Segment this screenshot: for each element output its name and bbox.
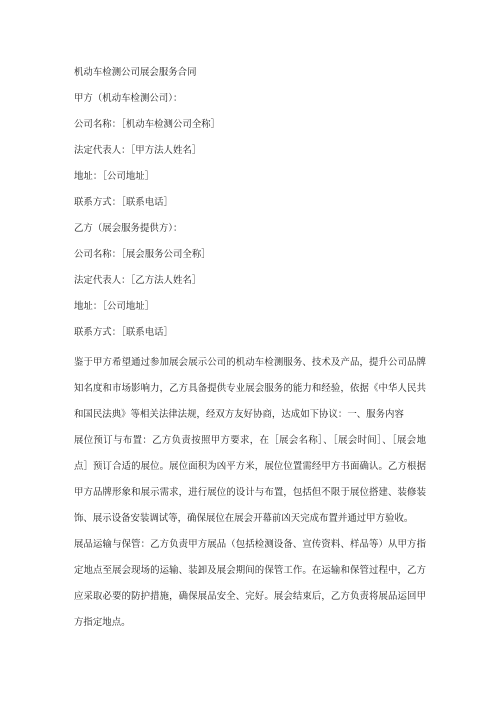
contract-body (74, 64, 426, 636)
clause-booth-paragraph: 展位预订与布置：乙方负责按照甲方要求，在［展会名称］、［展会时间］、［展会地点］预订合适的展位。展位面积为凶平方米，展位位置需经甲方书面确认。乙方根据甲方品牌形象和展示需求，进行展位的设计与布置，包括但不限于展位搭建、装修装饰、展示设备安装调试等，确保展位在展会开幕前凶天完成布置并通过甲方验收。 (74, 435, 426, 524)
party-a-address: 地址：［公司地址］ (74, 171, 155, 182)
party-b-heading: 乙方（展会服务提供方）： (74, 223, 183, 234)
clause-transport-paragraph: 展品运输与保管：乙方负责甲方展品（包括检测设备、宣传资料、样品等）从甲方指定地点至展会现场的运输、装卸及展会期间的保管工作。在运输和保管过程中，乙方应采取必要的防护措施，确保展品安全、完好。展会结束后，乙方负责将展品运回甲方指定地点。 (74, 539, 426, 628)
party-a-representative: 法定代表人：［甲方法人姓名］ (74, 145, 202, 156)
party-a-company: 公司名称：［机动车检测公司全称］ (74, 119, 221, 130)
party-b-address: 地址：［公司地址］ (74, 301, 155, 312)
preamble-paragraph: 鉴于甲方希望通过参加展会展示公司的机动车检测服务、技术及产品，提升公司品牌知名度和市场影响力，乙方具备提供专业展会服务的能力和经验，依据《中华人民共和国民法典》等相关法律法规，经双方友好协商，达成如下协议：一、服务内容 (74, 357, 426, 420)
party-b-company: 公司名称：［展会服务公司全称］ (74, 249, 211, 260)
contract-title: 机动车检测公司展会服务合同 (74, 67, 197, 78)
party-a-heading: 甲方（机动车检测公司）： (74, 93, 183, 104)
party-b-representative: 法定代表人：［乙方法人姓名］ (74, 275, 202, 286)
party-b-contact: 联系方式：［联系电话］ (74, 327, 173, 338)
party-a-contact: 联系方式：［联系电话］ (74, 197, 173, 208)
